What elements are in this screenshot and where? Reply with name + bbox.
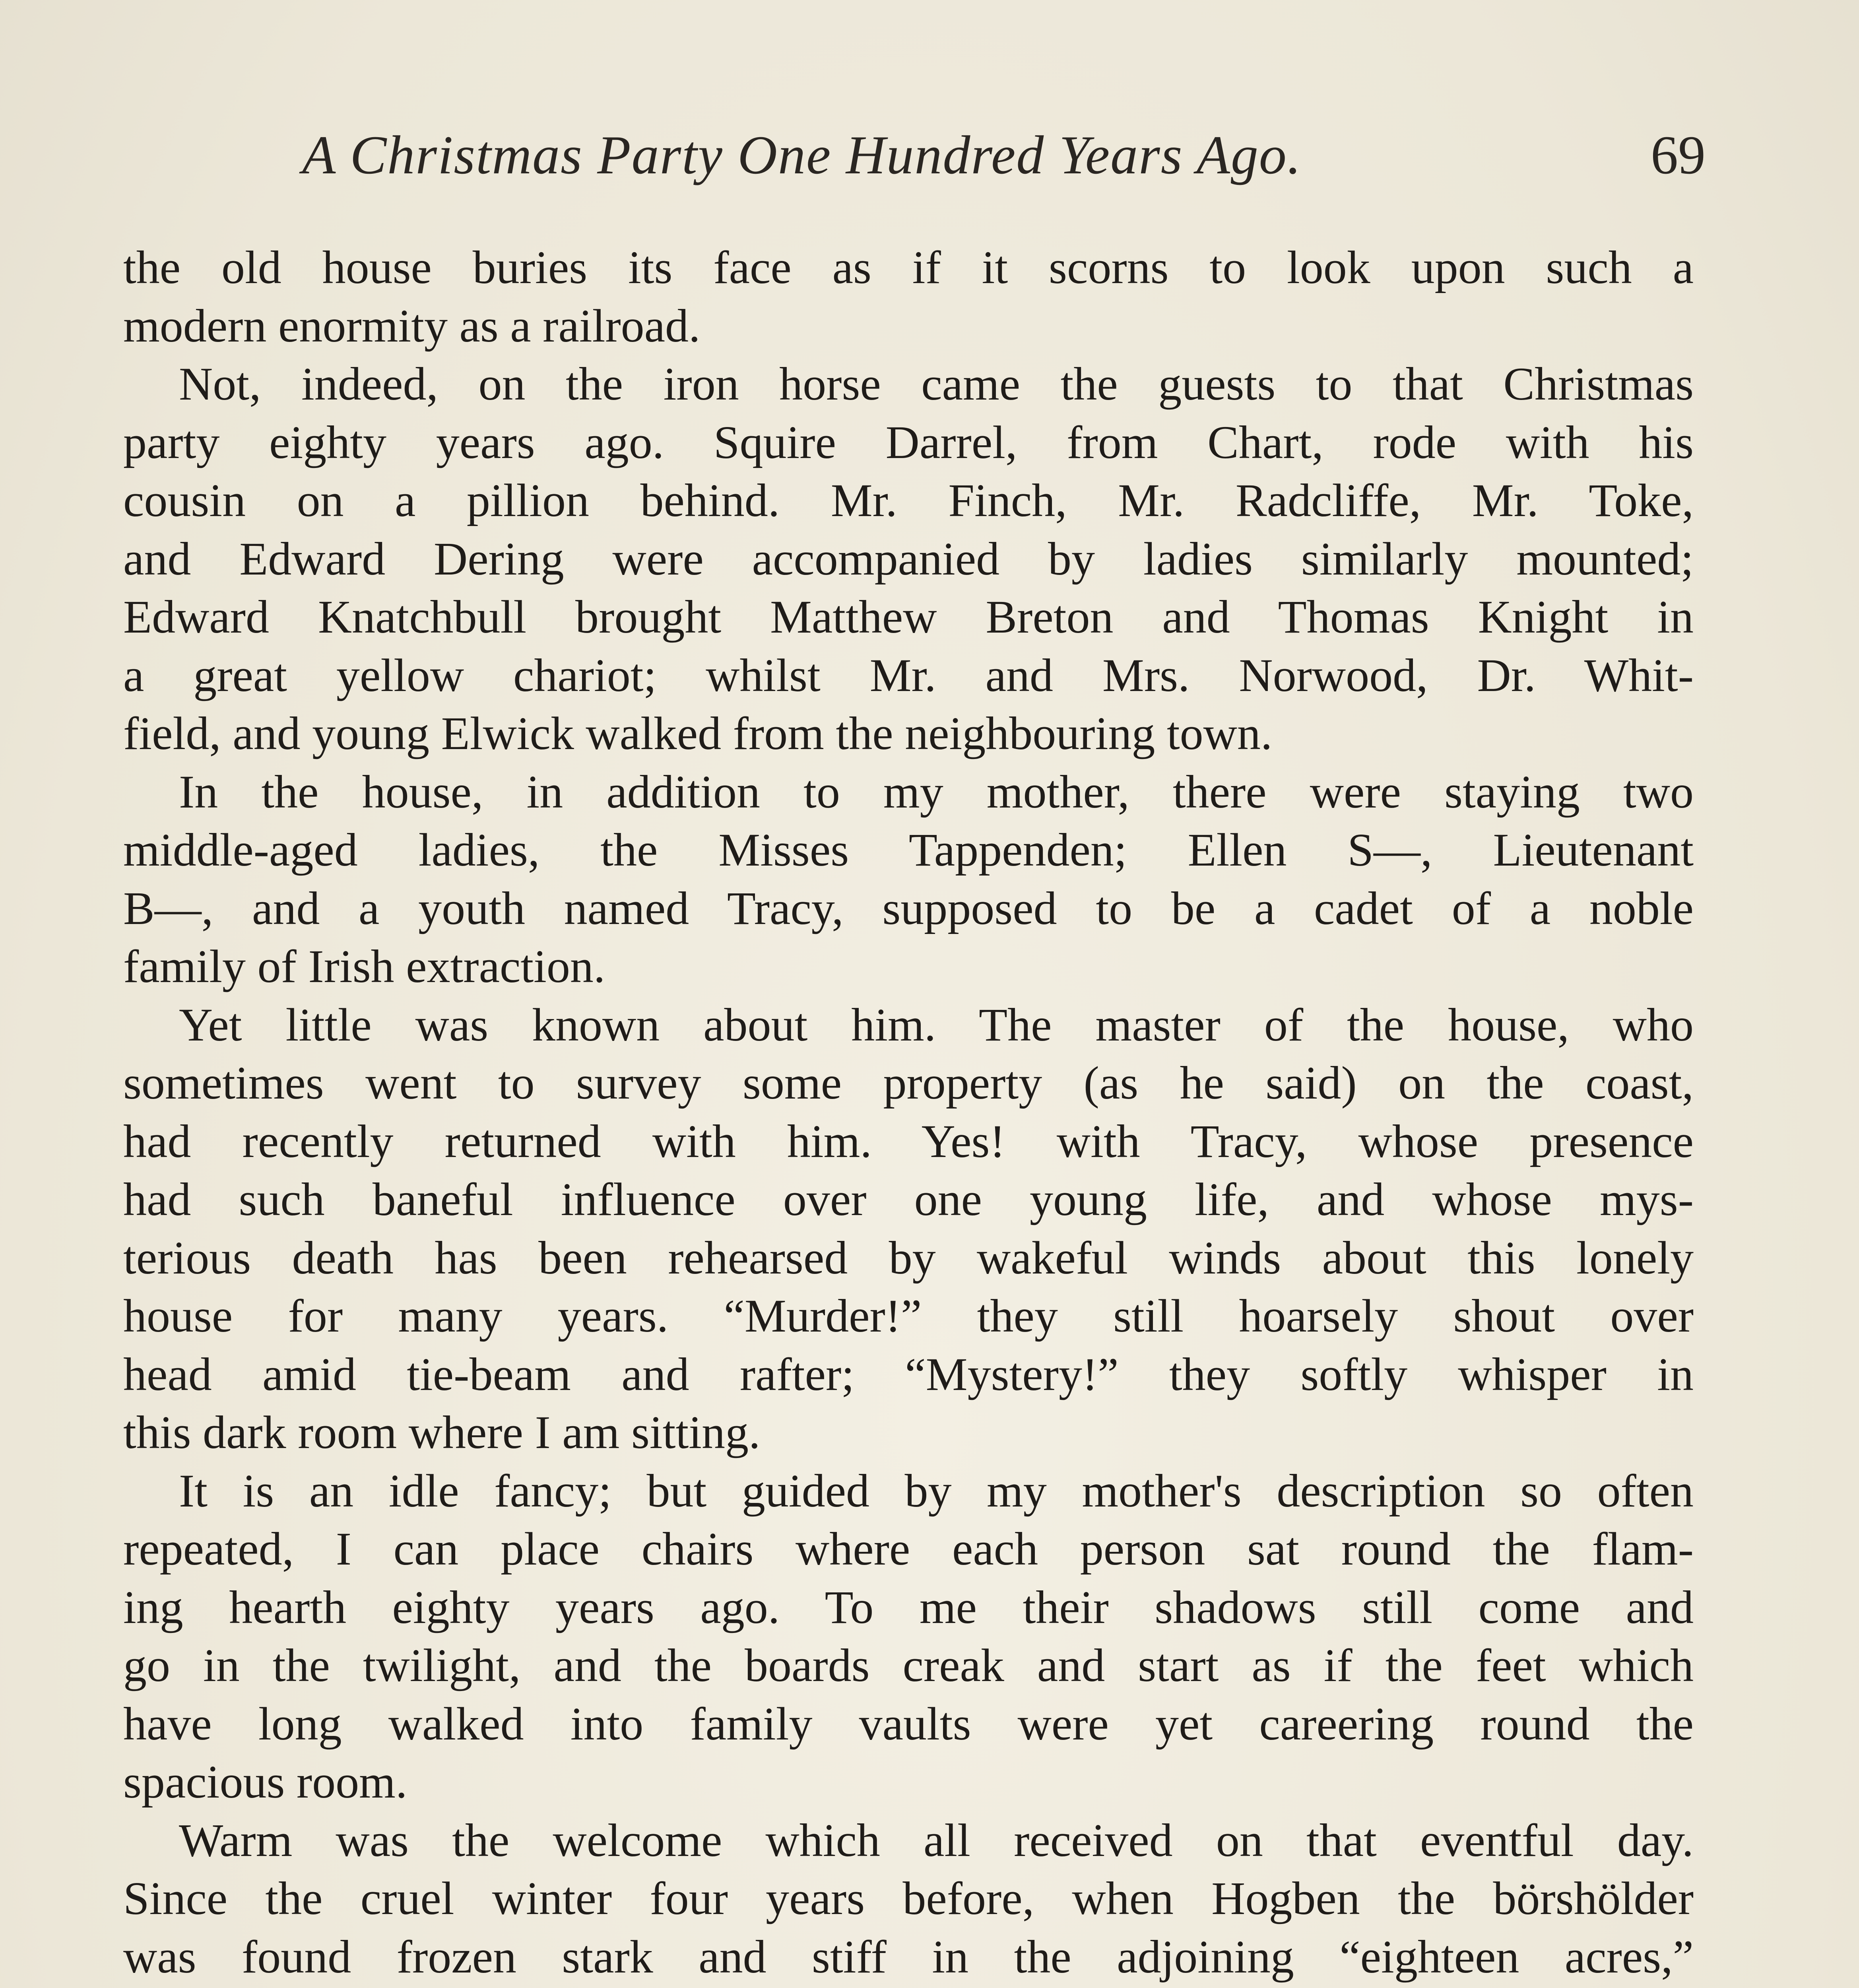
page-number: 69 bbox=[1651, 124, 1706, 185]
text-line: had such baneful influence over one young life, and whose mys- bbox=[123, 1173, 1694, 1225]
text-line: head amid tie-beam and rafter; “Mystery!” they softly whisper in bbox=[123, 1348, 1694, 1400]
text-line: sometimes went to survey some property (as he said) on the coast, bbox=[123, 1057, 1694, 1109]
text-line: house for many years. “Murder!” they still hoarsely shout over bbox=[123, 1290, 1694, 1342]
text-line bbox=[123, 1986, 1694, 1988]
text-line: Yet little was known about him. The master of the house, who bbox=[179, 998, 1694, 1051]
text-line: In the house, in addition to my mother, there were staying two bbox=[179, 765, 1694, 818]
text-line: It is an idle fancy; but guided by my mother's description so often bbox=[179, 1464, 1694, 1517]
text-line: terious death has been rehearsed by wakeful winds about this lonely bbox=[123, 1231, 1694, 1284]
text-line: have long walked into family vaults were yet careering round the bbox=[123, 1697, 1694, 1750]
text-line: middle-aged ladies, the Misses Tappenden; Ellen S—, Lieutenant bbox=[123, 824, 1694, 876]
text-line: cousin on a pillion behind. Mr. Finch, Mr. Radcliffe, Mr. Toke, bbox=[123, 474, 1694, 526]
running-head bbox=[302, 119, 1706, 199]
text-line: Since the cruel winter four years before, when Hogben the börshölder bbox=[123, 1872, 1694, 1924]
text-line: spacious room. bbox=[123, 1756, 408, 1808]
text-line: Not, indeed, on the iron horse came the guests to that Christmas bbox=[179, 358, 1694, 410]
text-line: family of Irish extraction. bbox=[123, 940, 605, 992]
text-line: B—, and a youth named Tracy, supposed to be a cadet of a noble bbox=[123, 882, 1694, 934]
text-line: and Edward Dering were accompanied by ladies similarly mounted; bbox=[123, 532, 1694, 585]
text-line: field, and young Elwick walked from the neighbouring town. bbox=[123, 707, 1273, 759]
text-line: modern enormity as a railroad. bbox=[123, 299, 701, 352]
running-title: A Christmas Party One Hundred Years Ago. bbox=[302, 124, 1302, 185]
body-text bbox=[123, 239, 1694, 1988]
text-line: ing hearth eighty years ago. To me their shadows still come and bbox=[123, 1581, 1694, 1633]
text-line: go in the twilight, and the boards creak and start as if the feet which bbox=[123, 1639, 1694, 1691]
text-line: a great yellow chariot; whilst Mr. and Mrs. Norwood, Dr. Whit- bbox=[123, 649, 1694, 701]
text-line: the old house buries its face as if it scorns to look upon such a bbox=[123, 241, 1694, 293]
text-line: this dark room where I am sitting. bbox=[123, 1406, 761, 1458]
text-line: was found frozen stark and stiff in the adjoining “eighteen acres,” bbox=[123, 1930, 1694, 1983]
text-line: repeated, I can place chairs where each person sat round the flam- bbox=[123, 1523, 1694, 1575]
text-line: had recently returned with him. Yes! with Tracy, whose presence bbox=[123, 1115, 1694, 1167]
text-line: Edward Knatchbull brought Matthew Breton and Thomas Knight in bbox=[123, 591, 1694, 643]
text-line: party eighty years ago. Squire Darrel, from Chart, rode with his bbox=[123, 416, 1694, 468]
text-line: Warm was the welcome which all received on that eventful day. bbox=[179, 1814, 1694, 1866]
